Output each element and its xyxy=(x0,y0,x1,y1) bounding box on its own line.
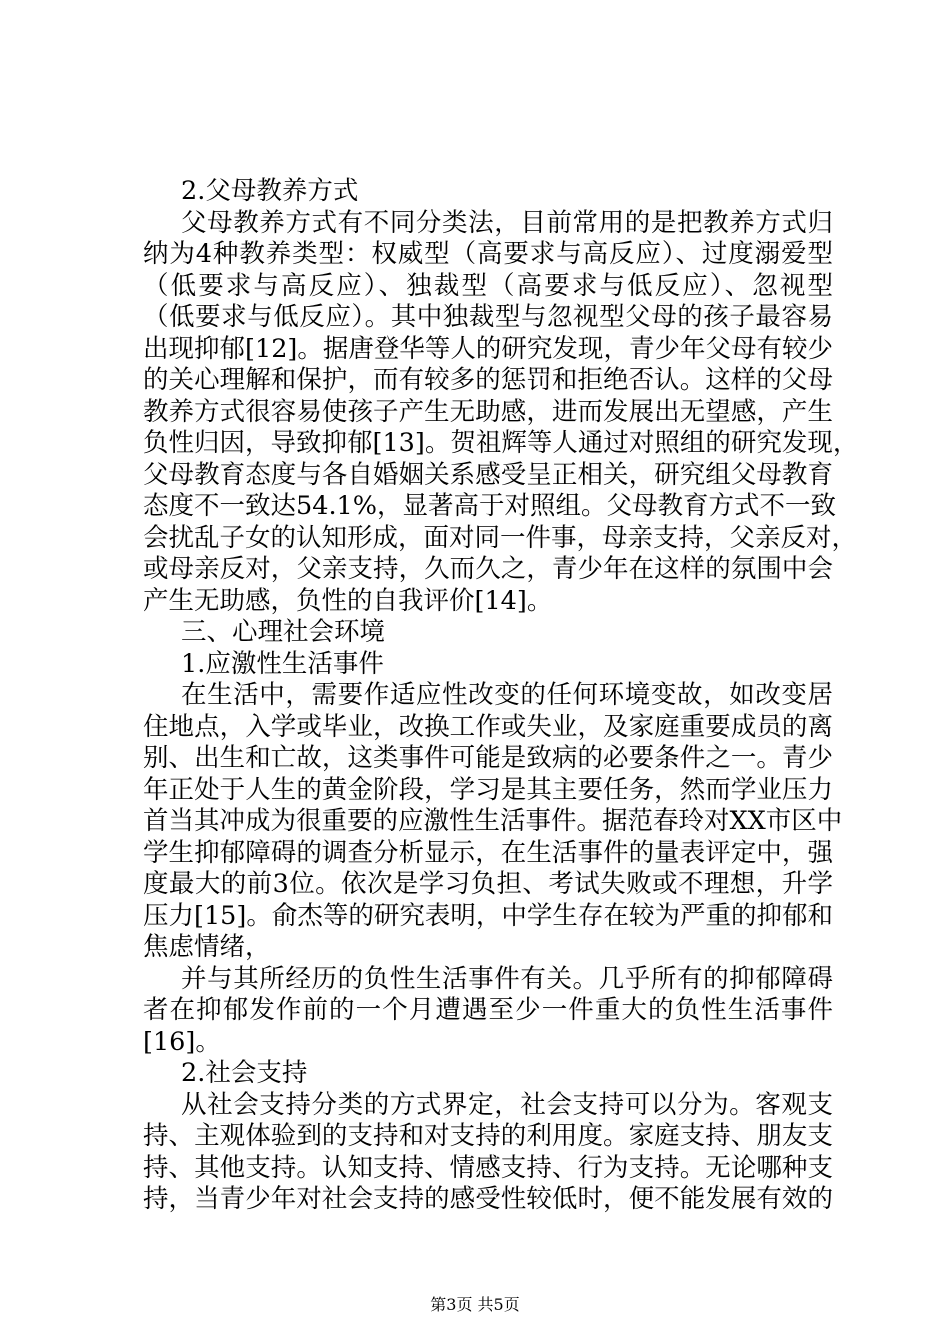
text-line: 的关心理解和保护，而有较多的惩罚和拒绝否认。这样的父母 xyxy=(143,365,833,395)
text-line: （低要求与低反应）。其中独裁型与忽视型父母的孩子最容易 xyxy=(143,302,833,332)
text-line: 首当其冲成为很重要的应激性生活事件。据范春玲对XX市区中 xyxy=(143,806,843,836)
text-line: 压力[15]。俞杰等的研究表明，中学生存在较为严重的抑郁和 xyxy=(143,900,833,931)
text-line: 持、主观体验到的支持和对支持的利用度。家庭支持、朋友支 xyxy=(143,1121,833,1151)
text-line: 态度不一致达54.1%，显著高于对照组。父母教育方式不一致 xyxy=(143,491,837,521)
text-line: 2.父母教养方式 xyxy=(181,176,359,206)
text-line: 住地点，入学或毕业，改换工作或失业，及家庭重要成员的离 xyxy=(143,711,833,742)
text-line: 从社会支持分类的方式界定，社会支持可以分为。客观支 xyxy=(181,1089,833,1120)
text-line: 教养方式很容易使孩子产生无助感，进而发展出无望感，产生 xyxy=(143,396,833,427)
text-line: 度最大的前3位。依次是学习负担、考试失败或不理想，升学 xyxy=(143,869,833,899)
text-line: 在生活中，需要作适应性改变的任何环境变故，如改变居 xyxy=(181,680,833,710)
text-line: 学生抑郁障碍的调查分析显示，在生活事件的量表评定中，强 xyxy=(143,837,833,868)
text-line: 持，当青少年对社会支持的感受性较低时，便不能发展有效的 xyxy=(143,1184,833,1214)
text-line: 负性归因，导致抑郁[13]。贺祖辉等人通过对照组的研究发现， xyxy=(143,428,859,458)
text-line: 产生无助感，负性的自我评价[14]。 xyxy=(143,585,553,616)
text-line: 年正处于人生的黄金阶段，学习是其主要任务，然而学业压力 xyxy=(143,774,833,805)
text-line: 者在抑郁发作前的一个月遭遇至少一件重大的负性生活事件 xyxy=(143,995,833,1025)
text-line: 父母教养方式有不同分类法，目前常用的是把教养方式归 xyxy=(181,207,833,238)
text-line: 纳为4种教养类型：权威型（高要求与高反应）、过度溺爱型 xyxy=(143,239,833,269)
text-line: 别、出生和亡故，这类事件可能是致病的必要条件之一。青少 xyxy=(143,743,833,773)
text-line: 焦虑情绪， xyxy=(143,932,271,962)
text-line: 会扰乱子女的认知形成，面对同一件事，母亲支持，父亲反对， xyxy=(143,522,858,553)
text-line: 三、心理社会环境 xyxy=(181,617,386,647)
text-line: 出现抑郁[12]。据唐登华等人的研究发现，青少年父母有较少 xyxy=(143,333,833,364)
text-line: [16]。 xyxy=(143,1026,221,1057)
text-line: （低要求与高反应）、独裁型（高要求与低反应）、忽视型 xyxy=(143,270,833,301)
text-line: 或母亲反对，父亲支持，久而久之，青少年在这样的氛围中会 xyxy=(143,554,833,584)
text-line: 2.社会支持 xyxy=(181,1058,308,1088)
text-line: 1.应激性生活事件 xyxy=(181,648,384,679)
page-footer: 第3页 共5页 xyxy=(430,1295,520,1314)
text-line: 父母教育态度与各自婚姻关系感受呈正相关，研究组父母教育 xyxy=(143,459,833,490)
body-text xyxy=(143,176,859,1216)
text-line: 并与其所经历的负性生活事件有关。几乎所有的抑郁障碍 xyxy=(181,963,833,994)
text-line: 持、其他支持。认知支持、情感支持、行为支持。无论哪种支 xyxy=(143,1152,833,1183)
